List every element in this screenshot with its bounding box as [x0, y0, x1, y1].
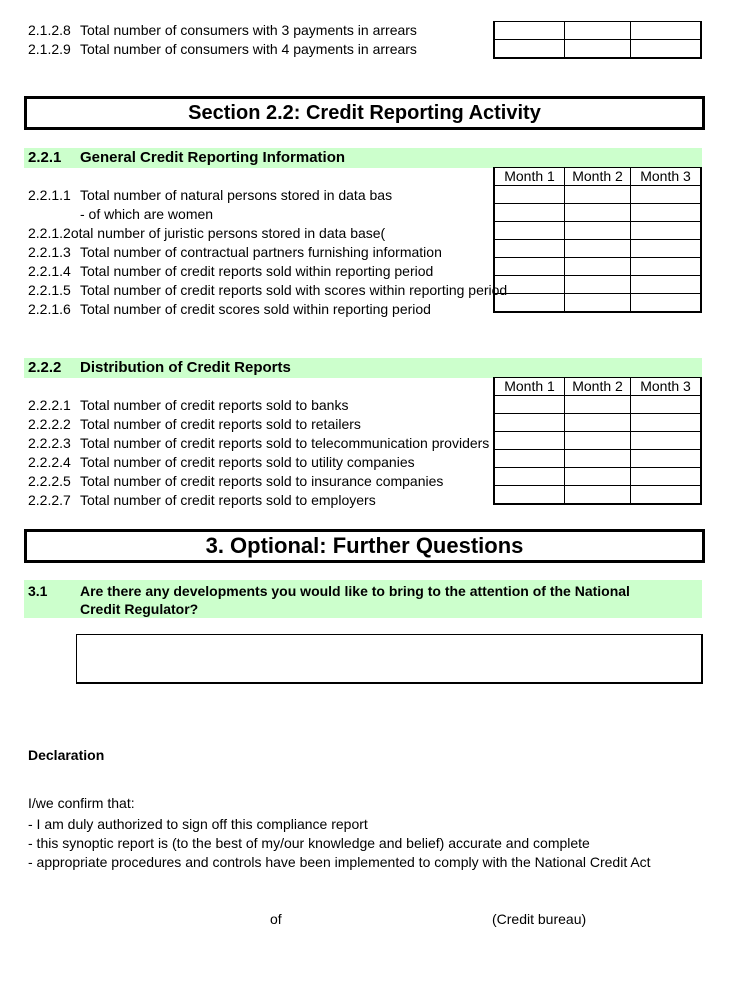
row-label: Total number of credit reports sold to insurance companies — [80, 473, 444, 489]
row-2-2-1-4 — [28, 262, 433, 281]
grid-2-2-1 — [493, 167, 702, 313]
row-number: 2.2.2.1 — [28, 397, 71, 413]
cell[interactable] — [494, 204, 565, 222]
row-2-2-1-1 — [28, 186, 392, 205]
row-number: 2.2.1.3 — [28, 244, 71, 260]
row-number: 2.2.1.2 — [28, 225, 71, 241]
declaration-item-3: - appropriate procedures and controls have been implemented to comply with the National Credit Act — [28, 854, 651, 870]
row-label: Total number of credit reports sold to banks — [80, 397, 349, 413]
row-label: Total number of credit reports sold to employers — [80, 492, 376, 508]
declaration-item-2: - this synoptic report is (to the best of my/our knowledge and belief) accurate and complete — [28, 835, 590, 851]
cell[interactable] — [631, 240, 702, 258]
row-2-2-2-2 — [28, 415, 361, 434]
cell[interactable] — [565, 258, 631, 276]
row-2-2-2-7 — [28, 491, 376, 510]
question-3-1-band — [24, 580, 702, 618]
row-2-2-1-6 — [28, 300, 431, 319]
cell[interactable] — [565, 240, 631, 258]
cell[interactable] — [494, 22, 565, 40]
cell[interactable] — [631, 450, 702, 468]
cell[interactable] — [631, 432, 702, 450]
cell[interactable] — [631, 222, 702, 240]
month-2-header: Month 2 — [565, 168, 631, 186]
cell[interactable] — [494, 240, 565, 258]
section-3-header: 3. Optional: Further Questions — [24, 529, 705, 563]
question-line-2: Credit Regulator? — [80, 601, 199, 617]
row-number: 2.2.2.7 — [28, 492, 71, 508]
section-title: General Credit Reporting Information — [80, 149, 346, 166]
row-number: 2.2.2.2 — [28, 416, 71, 432]
declaration-item-1: - I am duly authorized to sign off this compliance report — [28, 816, 368, 832]
declaration-intro: I/we confirm that: — [28, 795, 135, 811]
cell[interactable] — [631, 22, 702, 40]
row-label: Total number of credit reports sold within reporting period — [80, 263, 434, 279]
month-3-header: Month 3 — [631, 378, 702, 396]
row-label: Total number of credit reports sold to utility companies — [80, 454, 415, 470]
cell[interactable] — [494, 40, 565, 59]
row-label: Total number of credit scores sold within reporting period — [80, 301, 431, 317]
cell[interactable] — [494, 186, 565, 204]
of-label: of — [270, 911, 282, 927]
cell[interactable] — [565, 204, 631, 222]
row-2-2-1-1-women — [28, 205, 213, 224]
row-label: Total number of credit reports sold to retailers — [80, 416, 361, 432]
cell[interactable] — [565, 396, 631, 414]
row-2-1-2-9 — [28, 40, 417, 59]
cell[interactable] — [565, 294, 631, 313]
row-number: 2.2.2.4 — [28, 454, 71, 470]
row-number: 2.1.2.8 — [28, 22, 71, 38]
top-rows-grid — [493, 21, 702, 59]
row-label: Total number of credit reports sold with scores within reporting period — [80, 282, 508, 298]
grid-2-2-2 — [493, 377, 702, 505]
row-2-2-1-2 — [28, 224, 385, 243]
row-number: 2.2.1.6 — [28, 301, 71, 317]
month-1-header: Month 1 — [494, 168, 565, 186]
row-number: 2.2.2.3 — [28, 435, 71, 451]
section-2-2-2-band — [24, 358, 702, 378]
cell[interactable] — [631, 414, 702, 432]
cell[interactable] — [565, 432, 631, 450]
row-number: 2.2.1.5 — [28, 282, 71, 298]
row-label: Total number of consumers with 4 payments in arrears — [80, 41, 417, 57]
question-number: 3.1 — [28, 583, 48, 599]
cell[interactable] — [631, 186, 702, 204]
row-number: 2.2.2.5 — [28, 473, 71, 489]
declaration-title: Declaration — [28, 747, 105, 763]
cell[interactable] — [494, 468, 565, 486]
question-line-1: Are there any developments you would like to bring to the attention of the National — [80, 583, 630, 599]
cell[interactable] — [494, 222, 565, 240]
cell[interactable] — [631, 294, 702, 313]
row-label: - of which are women — [80, 206, 214, 222]
cell[interactable] — [494, 432, 565, 450]
cell[interactable] — [631, 468, 702, 486]
cell[interactable] — [494, 486, 565, 505]
row-label: Total number of credit reports sold to telecommunication providers — [80, 435, 490, 451]
section-number: 2.2.2 — [28, 359, 62, 376]
cell[interactable] — [631, 276, 702, 294]
section-2-2-1-band — [24, 148, 702, 168]
cell[interactable] — [565, 486, 631, 505]
cell[interactable] — [631, 204, 702, 222]
row-label: Total number of natural persons stored in data bas — [80, 187, 393, 203]
row-number: 2.1.2.9 — [28, 41, 71, 57]
cell[interactable] — [494, 258, 565, 276]
row-2-2-1-3 — [28, 243, 442, 262]
cell[interactable] — [565, 450, 631, 468]
cell[interactable] — [565, 40, 631, 59]
cell[interactable] — [565, 222, 631, 240]
cell[interactable] — [565, 468, 631, 486]
row-2-2-2-3 — [28, 434, 489, 453]
cell[interactable] — [631, 258, 702, 276]
row-2-2-2-4 — [28, 453, 415, 472]
row-2-2-2-1 — [28, 396, 348, 415]
section-2-2-header: Section 2.2: Credit Reporting Activity — [24, 96, 705, 130]
section-title: Distribution of Credit Reports — [80, 359, 291, 376]
month-3-header: Month 3 — [631, 168, 702, 186]
cell[interactable] — [494, 414, 565, 432]
row-2-1-2-8 — [28, 21, 417, 40]
row-2-2-1-5 — [28, 281, 507, 300]
cell[interactable] — [565, 22, 631, 40]
row-label: Total number of contractual partners furnishing information — [80, 244, 442, 260]
cell[interactable] — [631, 40, 702, 59]
row-label: otal number of juristic persons stored in data base( — [70, 225, 386, 241]
row-2-2-2-5 — [28, 472, 443, 491]
row-number: 2.2.1.4 — [28, 263, 71, 279]
cell[interactable] — [494, 396, 565, 414]
row-number: 2.2.1.1 — [28, 187, 71, 203]
credit-bureau-label: (Credit bureau) — [492, 911, 587, 927]
cell[interactable] — [565, 414, 631, 432]
cell[interactable] — [565, 186, 631, 204]
cell[interactable] — [631, 486, 702, 505]
section-number: 2.2.1 — [28, 149, 62, 166]
cell[interactable] — [631, 396, 702, 414]
row-label: Total number of consumers with 3 payments in arrears — [80, 22, 417, 38]
month-1-header: Month 1 — [494, 378, 565, 396]
cell[interactable] — [565, 276, 631, 294]
question-3-1-answer-box[interactable] — [76, 634, 703, 684]
cell[interactable] — [494, 450, 565, 468]
month-2-header: Month 2 — [565, 378, 631, 396]
